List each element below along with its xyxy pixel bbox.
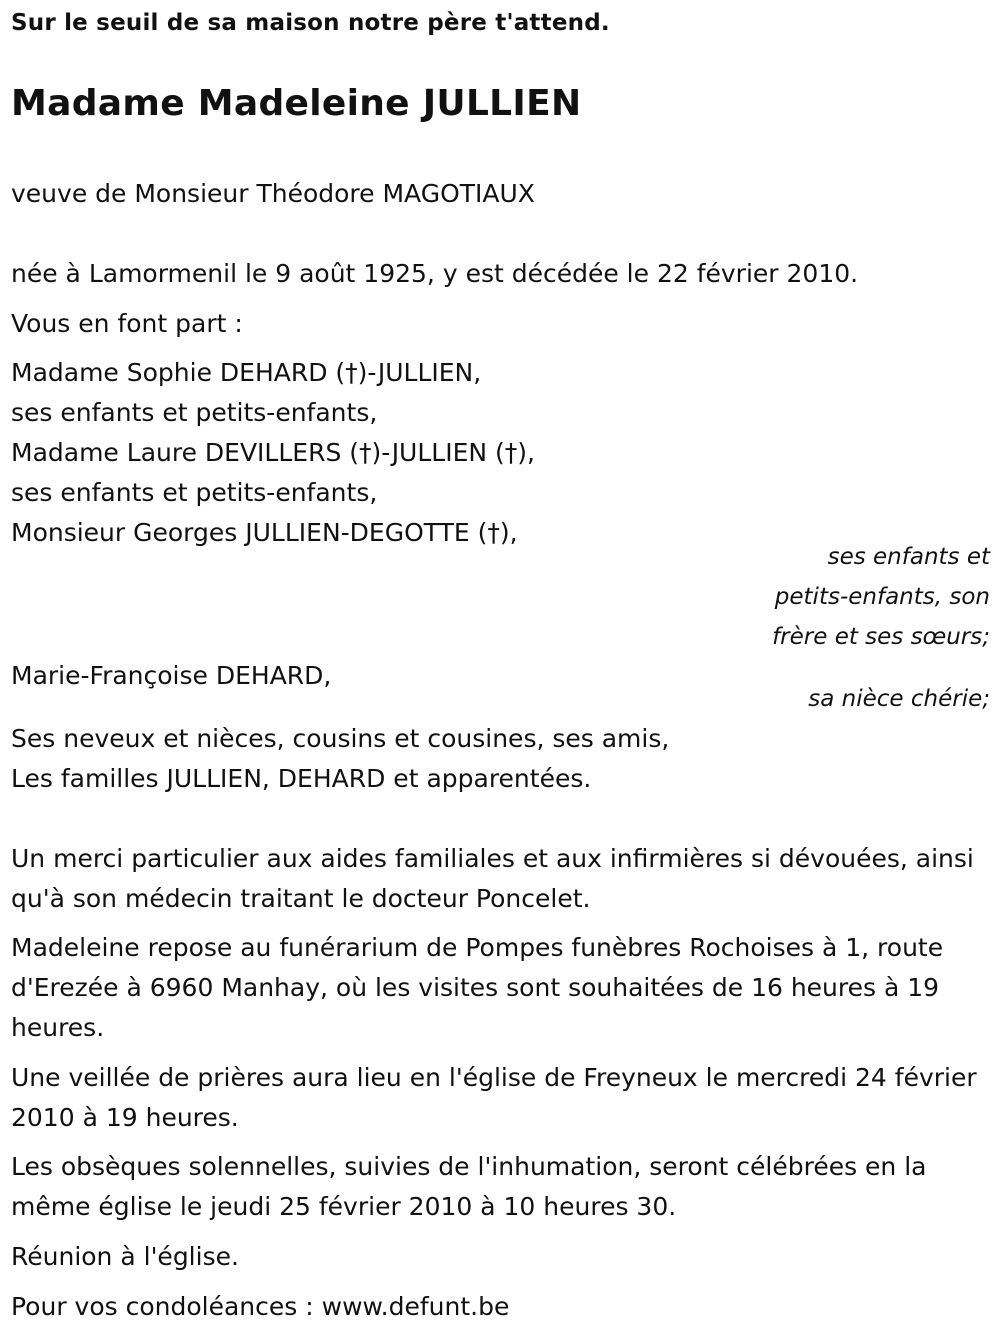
vigil-paragraph: Une veillée de prières aura lieu en l'église de Freyneux le mercredi 24 février 2010 à 19 heures.: [11, 1063, 977, 1132]
funeral-paragraph: Les obsèques solennelles, suivies de l'inhumation, seront célébrées en la même église le jeudi 25 février 2010 à 10 heures 30.: [11, 1152, 927, 1221]
niece-note: sa nièce chérie;: [808, 686, 990, 712]
condolences-line: Pour vos condoléances : www.defunt.be: [11, 1292, 510, 1321]
family-line-2: ses enfants et petits-enfants,: [11, 398, 378, 427]
widow-of: veuve de Monsieur Théodore MAGOTIAUX: [11, 179, 535, 208]
deceased-name: Madame Madeleine JULLIEN: [11, 83, 582, 124]
family-line-5: Monsieur Georges JULLIEN-DEGOTTE (†),: [11, 518, 518, 547]
birth-death-line: née à Lamormenil le 9 août 1925, y est décédée le 22 février 2010.: [11, 259, 859, 288]
epigraph: Sur le seuil de sa maison notre père t'attend.: [11, 10, 610, 36]
announcement-intro: Vous en font part :: [11, 309, 243, 338]
gathering-line: Réunion à l'église.: [11, 1242, 239, 1271]
family-line-3: Madame Laure DEVILLERS (†)-JULLIEN (†),: [11, 438, 535, 467]
niece-name: Marie-Françoise DEHARD,: [11, 661, 332, 690]
family-note-line-1: ses enfants et: [827, 544, 990, 570]
relatives-line-2: Les familles JULLIEN, DEHARD et apparentées.: [11, 764, 592, 793]
funeral-home-paragraph: Madeleine repose au funérarium de Pompes funèbres Rochoises à 1, route d'Erezée à 6960 Manhay, où les visites sont souhaitées de 16 heures à 19 heures.: [11, 933, 944, 1042]
family-line-4: ses enfants et petits-enfants,: [11, 478, 378, 507]
thanks-paragraph: Un merci particulier aux aides familiales et aux infirmières si dévouées, ainsi qu'à son médecin traitant le docteur Poncelet.: [11, 844, 974, 913]
family-line-1: Madame Sophie DEHARD (†)-JULLIEN,: [11, 358, 482, 387]
family-note-line-2: petits-enfants, son: [774, 584, 990, 610]
relatives-line-1: Ses neveux et nièces, cousins et cousines, ses amis,: [11, 724, 670, 753]
family-note-line-3: frère et ses sœurs;: [772, 624, 990, 650]
